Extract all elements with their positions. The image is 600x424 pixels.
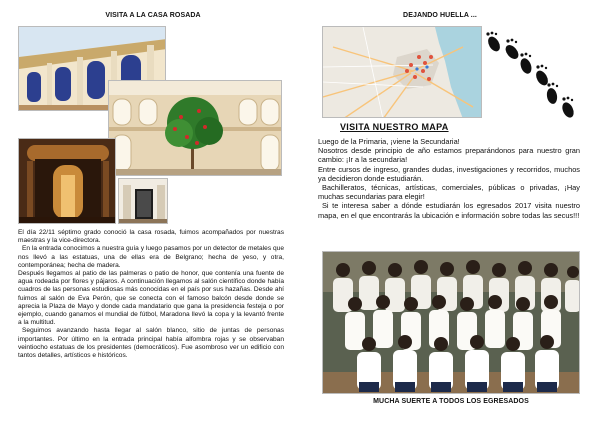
right-page [300, 0, 600, 424]
casa-rosada-salon-photo [118, 178, 168, 224]
casa-rosada-courtyard-palms-photo [108, 80, 282, 176]
graduates-caption: MUCHA SUERTE A TODOS LOS EGRESADOS [373, 398, 529, 405]
graduates-group-photo [322, 251, 580, 394]
left-page-article [18, 229, 284, 360]
schools-map[interactable] [322, 26, 482, 118]
right-page-article [318, 137, 580, 220]
right-paragraph-4: Bachilleratos, técnicas, artísticas, comerciales, públicas o privadas, ¡Hay muchas secundarias para elegir! [318, 183, 580, 202]
right-paragraph-5: Si te interesa saber a dónde estudiarán los egresados 2017 visita nuestro mapa, en el que encontrarás la ubicación e información sobre todas las secus!!! [318, 201, 580, 220]
right-page-title: DEJANDO HUELLA ... [403, 12, 477, 19]
footprints-icon [482, 30, 582, 125]
map-link[interactable]: VISITA NUESTRO MAPA [340, 122, 449, 132]
left-page-title: VISITA A LA CASA ROSADA [105, 12, 201, 19]
left-paragraph-4: Seguimos avanzando hasta llegar al salón blanco, sitio de juntas de personas importantes. Por último en la entrada principal había alfombra rojas y se observaban veintiocho estatuas de los presidentes (democráticos). Fue asombroso ver un edificio con tantos detalles, artísticos e históricos. [18, 327, 284, 360]
right-paragraph-3: Entre cursos de ingreso, grandes dudas, investigaciones y recorridos, muchos ya decidieron donde estudiarán. [318, 164, 580, 183]
right-paragraph-2: Nosotros desde principio de año estamos preparándonos para nuestro gran cambio: ¡Ir a la secundaria! [318, 146, 580, 165]
left-paragraph-2: En la entrada conocimos a nuestra guía y luego pasamos por un detector de metales que nos llevó a las estatuas, una de ellas era de Belgrano; hecha de yeso, y otra, contemporánea; hecha de madera. [18, 245, 284, 269]
right-paragraph-1: Luego de la Primaria, ¡viene la Secundaria! [318, 137, 460, 146]
left-paragraph-1: El día 22/11 séptimo grado conoció la casa rosada, fuimos acompañados por nuestras maestras y la vice-directora. [18, 229, 284, 245]
left-paragraph-3: Después llegamos al patio de las palmeras o patio de honor, que contenía una fuente de agua rodeada por flores y pájaros. A continuación llegamos al salón científico donde había cuadros de las personas estudiosas más conocidas en el país por sus hazañas. Desde ahí fuimos al salón de Eva Perón, que se conecta con el famoso balcón desde donde se aprecia la Plaza de Mayo y donde cada mandatario que gana la presidencia festeja o por ejemplo, cuando ganamos el mundial de fútbol, Maradona llevó la copa y la levantó frente a la multitud. [18, 270, 284, 327]
casa-rosada-corridor-photo [18, 138, 116, 224]
